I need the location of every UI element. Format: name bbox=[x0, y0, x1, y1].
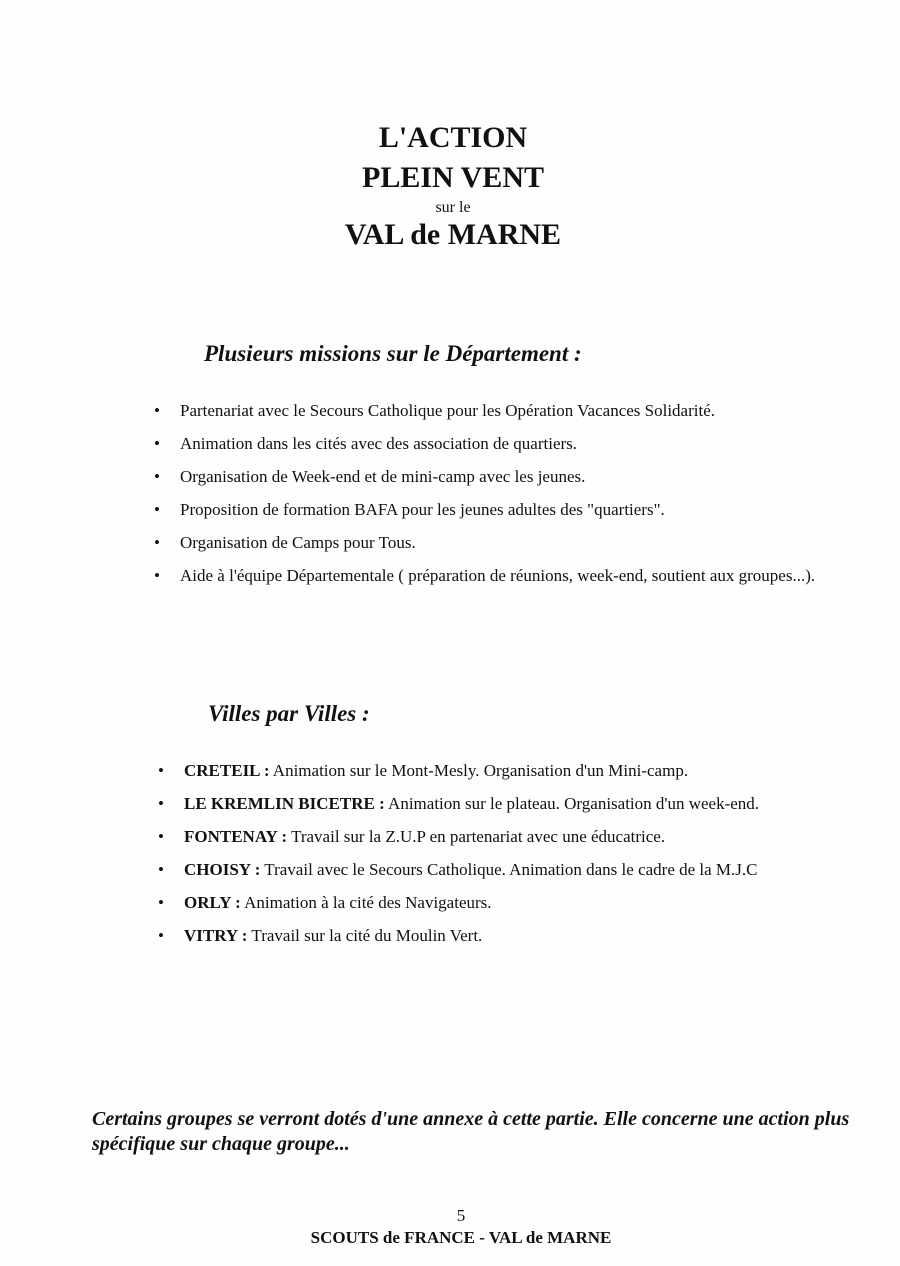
title-block bbox=[0, 118, 900, 252]
title-line-3: sur le bbox=[435, 199, 471, 216]
closing-paragraph: Certains groupes se verront dotés d'une annexe à cette partie. Elle concerne une action plus spécifique sur chaque groupe... bbox=[92, 1108, 850, 1155]
mission-item bbox=[154, 400, 844, 421]
mission-item bbox=[154, 466, 844, 487]
city-name: ORLY : bbox=[184, 893, 241, 912]
bullet-icon: • bbox=[158, 860, 164, 879]
page-number: 5 bbox=[456, 1206, 466, 1225]
city-text: Travail avec le Secours Catholique. Animation dans le cadre de la M.J.C bbox=[260, 860, 758, 879]
ville-item bbox=[158, 793, 818, 814]
bullet-icon: • bbox=[158, 761, 164, 780]
title-line-4: VAL de MARNE bbox=[344, 218, 562, 251]
city-text: Travail sur la cité du Moulin Vert. bbox=[247, 926, 483, 945]
mission-text: Partenariat avec le Secours Catholique pour les Opération Vacances Solidarité. bbox=[180, 401, 716, 420]
bullet-icon: • bbox=[158, 794, 164, 813]
city-text: Animation sur le plateau. Organisation d'un week-end. bbox=[384, 794, 760, 813]
villes-heading: Villes par Villes : bbox=[208, 701, 370, 726]
ville-item bbox=[158, 760, 818, 781]
bullet-icon: • bbox=[154, 467, 160, 486]
footer: SCOUTS de FRANCE - VAL de MARNE bbox=[310, 1228, 612, 1247]
mission-text: Organisation de Week-end et de mini-camp avec les jeunes. bbox=[180, 467, 586, 486]
missions-list bbox=[154, 400, 844, 598]
city-name: FONTENAY : bbox=[184, 827, 288, 846]
city-text: Animation sur le Mont-Mesly. Organisation d'un Mini-camp. bbox=[269, 761, 689, 780]
bullet-icon: • bbox=[154, 434, 160, 453]
city-name: CHOISY : bbox=[184, 860, 261, 879]
mission-item bbox=[154, 499, 844, 520]
bullet-icon: • bbox=[154, 401, 160, 420]
title-line-2: PLEIN VENT bbox=[362, 161, 544, 194]
mission-text: Aide à l'équipe Départementale ( préparation de réunions, week-end, soutient aux groupes...). bbox=[180, 566, 816, 585]
mission-text: Organisation de Camps pour Tous. bbox=[180, 533, 416, 552]
city-name: CRETEIL : bbox=[184, 761, 270, 780]
ville-item bbox=[158, 826, 818, 847]
bullet-icon: • bbox=[158, 893, 164, 912]
bullet-icon: • bbox=[158, 827, 164, 846]
ville-item bbox=[158, 859, 818, 880]
city-name: LE KREMLIN BICETRE : bbox=[184, 794, 385, 813]
bullet-icon: • bbox=[154, 566, 160, 585]
mission-item bbox=[154, 565, 844, 586]
bullet-icon: • bbox=[154, 533, 160, 552]
mission-item bbox=[154, 532, 844, 553]
bullet-icon: • bbox=[158, 926, 164, 945]
city-name: VITRY : bbox=[184, 926, 248, 945]
title-line-1: L'ACTION bbox=[378, 121, 528, 154]
ville-item bbox=[158, 892, 818, 913]
city-text: Travail sur la Z.U.P en partenariat avec une éducatrice. bbox=[287, 827, 666, 846]
mission-text: Animation dans les cités avec des association de quartiers. bbox=[180, 434, 578, 453]
villes-list bbox=[158, 760, 818, 958]
bullet-icon: • bbox=[154, 500, 160, 519]
ville-item bbox=[158, 925, 818, 946]
mission-text: Proposition de formation BAFA pour les jeunes adultes des "quartiers". bbox=[180, 500, 665, 519]
missions-heading: Plusieurs missions sur le Département : bbox=[204, 341, 582, 366]
mission-item bbox=[154, 433, 844, 454]
city-text: Animation à la cité des Navigateurs. bbox=[240, 893, 492, 912]
